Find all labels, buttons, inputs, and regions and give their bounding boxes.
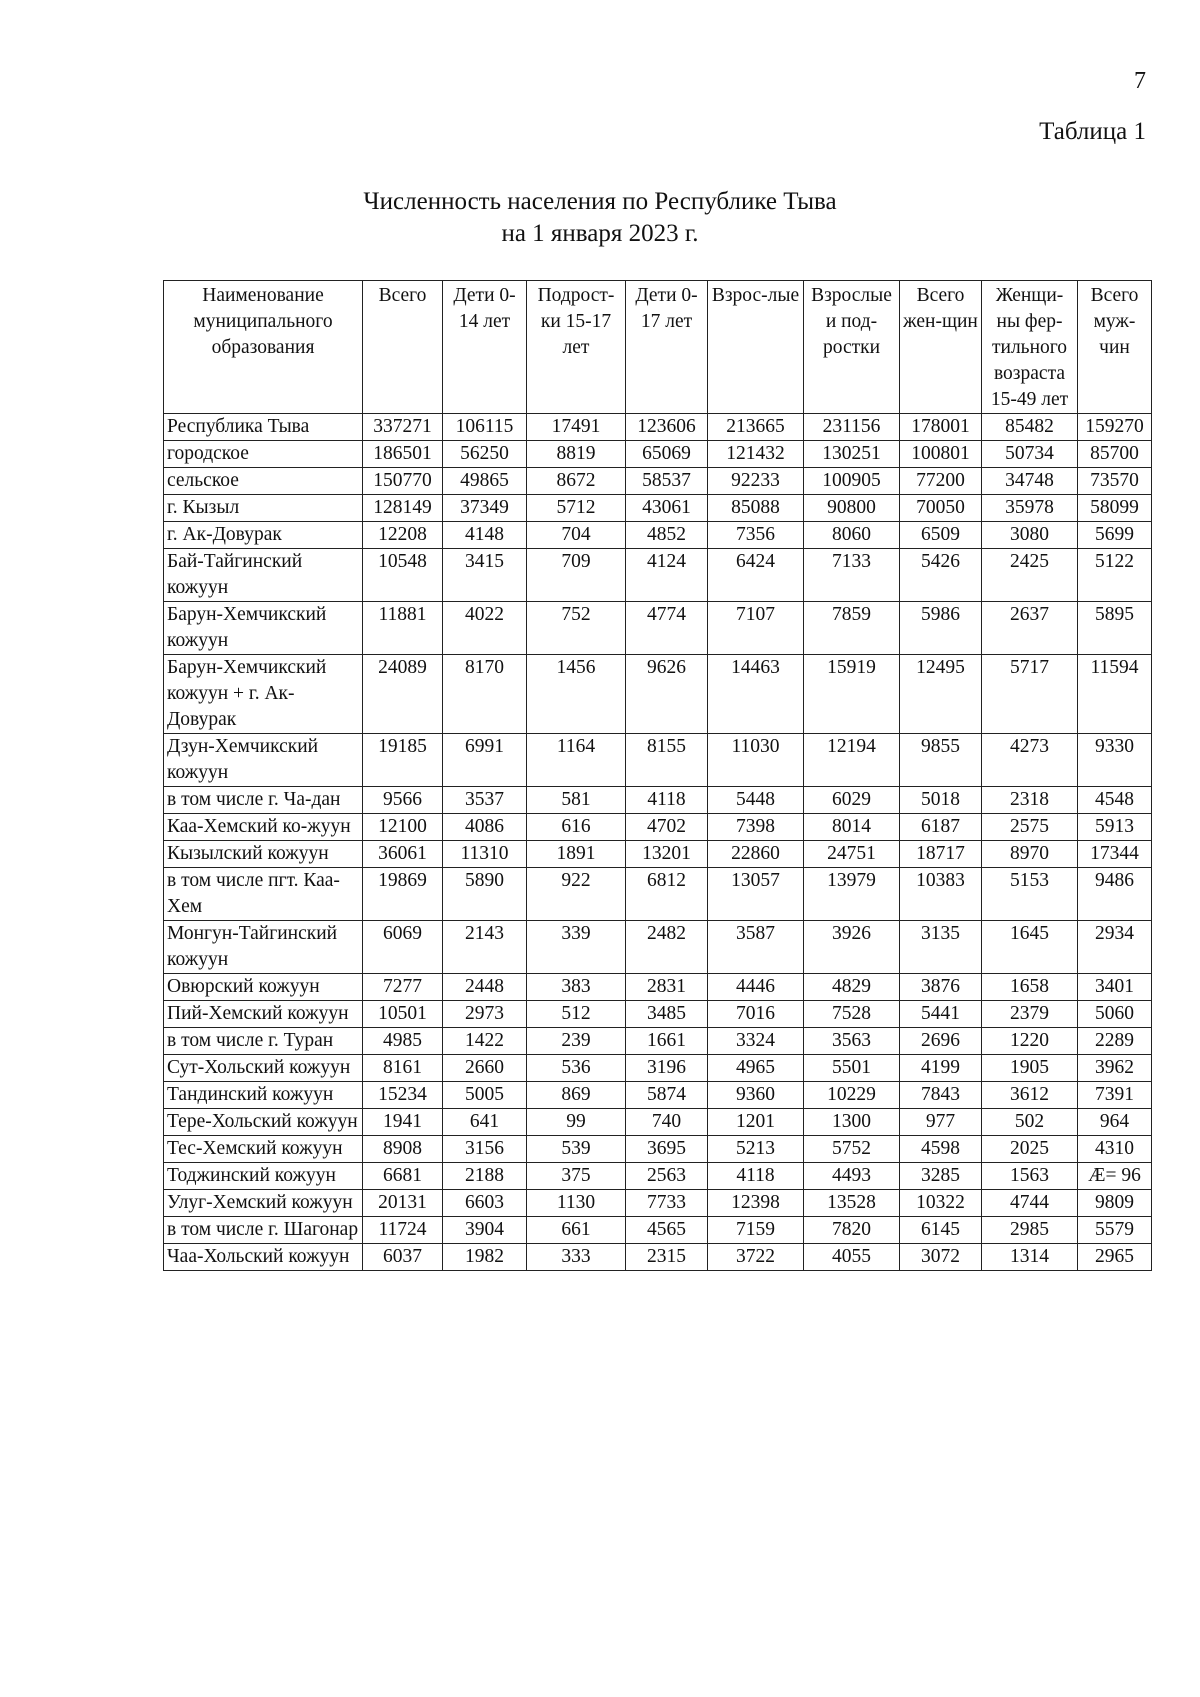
cell-value: 10383 — [900, 868, 982, 921]
cell-value: 2482 — [626, 921, 708, 974]
cell-value: 90800 — [804, 495, 900, 522]
cell-value: 56250 — [443, 441, 527, 468]
cell-value: Æ= 96 — [1078, 1163, 1152, 1190]
cell-value: 977 — [900, 1109, 982, 1136]
population-table — [163, 280, 1152, 1271]
cell-value: 8170 — [443, 655, 527, 734]
cell-value: 7398 — [708, 814, 804, 841]
cell-value: 3722 — [708, 1244, 804, 1271]
cell-municipality-name: Сут-Хольский кожуун — [164, 1055, 363, 1082]
cell-value: 5448 — [708, 787, 804, 814]
cell-value: 3563 — [804, 1028, 900, 1055]
cell-value: 3324 — [708, 1028, 804, 1055]
cell-value: 1905 — [982, 1055, 1078, 1082]
cell-municipality-name: Тандинский кожуун — [164, 1082, 363, 1109]
cell-value: 9855 — [900, 734, 982, 787]
cell-value: 7277 — [363, 974, 443, 1001]
cell-value: 106115 — [443, 414, 527, 441]
cell-value: 9566 — [363, 787, 443, 814]
cell-value: 1220 — [982, 1028, 1078, 1055]
cell-value: 12194 — [804, 734, 900, 787]
cell-value: 37349 — [443, 495, 527, 522]
cell-municipality-name: г. Кызыл — [164, 495, 363, 522]
cell-value: 2831 — [626, 974, 708, 1001]
cell-value: 213665 — [708, 414, 804, 441]
cell-value: 4548 — [1078, 787, 1152, 814]
cell-value: 383 — [527, 974, 626, 1001]
table-row — [164, 1190, 1152, 1217]
cell-value: 5699 — [1078, 522, 1152, 549]
cell-value: 581 — [527, 787, 626, 814]
cell-value: 3904 — [443, 1217, 527, 1244]
cell-value: 2985 — [982, 1217, 1078, 1244]
cell-value: 5712 — [527, 495, 626, 522]
cell-value: 2696 — [900, 1028, 982, 1055]
cell-value: 10229 — [804, 1082, 900, 1109]
table-row — [164, 1082, 1152, 1109]
column-header-adults: Взрос-лые — [708, 281, 804, 414]
cell-value: 24751 — [804, 841, 900, 868]
cell-value: 2934 — [1078, 921, 1152, 974]
cell-value: 9486 — [1078, 868, 1152, 921]
cell-value: 85088 — [708, 495, 804, 522]
cell-value: 4565 — [626, 1217, 708, 1244]
cell-value: 4118 — [626, 787, 708, 814]
cell-value: 641 — [443, 1109, 527, 1136]
cell-municipality-name: городское — [164, 441, 363, 468]
cell-value: 4055 — [804, 1244, 900, 1271]
cell-value: 65069 — [626, 441, 708, 468]
cell-value: 1456 — [527, 655, 626, 734]
cell-value: 9809 — [1078, 1190, 1152, 1217]
cell-value: 12100 — [363, 814, 443, 841]
cell-value: 17491 — [527, 414, 626, 441]
cell-value: 8014 — [804, 814, 900, 841]
cell-value: 2289 — [1078, 1028, 1152, 1055]
cell-value: 12495 — [900, 655, 982, 734]
table-row — [164, 1217, 1152, 1244]
cell-value: 964 — [1078, 1109, 1152, 1136]
cell-value: 3080 — [982, 522, 1078, 549]
cell-value: 1661 — [626, 1028, 708, 1055]
cell-value: 1130 — [527, 1190, 626, 1217]
cell-value: 5018 — [900, 787, 982, 814]
cell-value: 15234 — [363, 1082, 443, 1109]
cell-value: 337271 — [363, 414, 443, 441]
table-row — [164, 974, 1152, 1001]
cell-value: 85482 — [982, 414, 1078, 441]
cell-value: 58537 — [626, 468, 708, 495]
cell-municipality-name: Барун-Хемчикский кожуун — [164, 602, 363, 655]
cell-value: 6069 — [363, 921, 443, 974]
cell-value: 6681 — [363, 1163, 443, 1190]
cell-value: 4273 — [982, 734, 1078, 787]
cell-value: 6029 — [804, 787, 900, 814]
cell-value: 502 — [982, 1109, 1078, 1136]
cell-value: 7133 — [804, 549, 900, 602]
cell-value: 7107 — [708, 602, 804, 655]
table-label: Таблица 1 — [1039, 118, 1146, 145]
cell-value: 4744 — [982, 1190, 1078, 1217]
cell-value: 7859 — [804, 602, 900, 655]
cell-value: 7820 — [804, 1217, 900, 1244]
cell-value: 2637 — [982, 602, 1078, 655]
cell-value: 2025 — [982, 1136, 1078, 1163]
cell-value: 1645 — [982, 921, 1078, 974]
cell-value: 239 — [527, 1028, 626, 1055]
column-header-teens-15-17: Подрост-ки 15-17 лет — [527, 281, 626, 414]
cell-value: 2143 — [443, 921, 527, 974]
cell-value: 8155 — [626, 734, 708, 787]
column-header-total-men: Всего муж-чин — [1078, 281, 1152, 414]
cell-value: 512 — [527, 1001, 626, 1028]
cell-value: 2660 — [443, 1055, 527, 1082]
cell-value: 7733 — [626, 1190, 708, 1217]
cell-value: 13201 — [626, 841, 708, 868]
cell-municipality-name: в том числе г. Туран — [164, 1028, 363, 1055]
cell-municipality-name: Тере-Хольский кожуун — [164, 1109, 363, 1136]
cell-value: 3876 — [900, 974, 982, 1001]
column-header-name: Наименование муниципального образования — [164, 281, 363, 414]
column-header-children-0-14: Дети 0-14 лет — [443, 281, 527, 414]
cell-value: 10322 — [900, 1190, 982, 1217]
cell-value: 1300 — [804, 1109, 900, 1136]
cell-value: 150770 — [363, 468, 443, 495]
cell-municipality-name: Республика Тыва — [164, 414, 363, 441]
table-row — [164, 734, 1152, 787]
table-row — [164, 1244, 1152, 1271]
cell-value: 375 — [527, 1163, 626, 1190]
table-row — [164, 868, 1152, 921]
cell-value: 536 — [527, 1055, 626, 1082]
cell-value: 130251 — [804, 441, 900, 468]
cell-value: 704 — [527, 522, 626, 549]
cell-value: 1941 — [363, 1109, 443, 1136]
cell-value: 2318 — [982, 787, 1078, 814]
cell-municipality-name: Тес-Хемский кожуун — [164, 1136, 363, 1163]
cell-value: 1658 — [982, 974, 1078, 1001]
cell-value: 11030 — [708, 734, 804, 787]
cell-value: 1314 — [982, 1244, 1078, 1271]
cell-value: 5213 — [708, 1136, 804, 1163]
cell-value: 5501 — [804, 1055, 900, 1082]
cell-value: 7528 — [804, 1001, 900, 1028]
cell-value: 3587 — [708, 921, 804, 974]
cell-value: 8060 — [804, 522, 900, 549]
table-row — [164, 602, 1152, 655]
table-row — [164, 495, 1152, 522]
cell-value: 2315 — [626, 1244, 708, 1271]
cell-value: 339 — [527, 921, 626, 974]
cell-value: 85700 — [1078, 441, 1152, 468]
table-row — [164, 921, 1152, 974]
cell-value: 5441 — [900, 1001, 982, 1028]
cell-value: 3135 — [900, 921, 982, 974]
cell-value: 6991 — [443, 734, 527, 787]
cell-value: 2973 — [443, 1001, 527, 1028]
cell-value: 43061 — [626, 495, 708, 522]
cell-value: 11594 — [1078, 655, 1152, 734]
table-row — [164, 655, 1152, 734]
cell-value: 9626 — [626, 655, 708, 734]
table-row — [164, 1163, 1152, 1190]
table-row — [164, 814, 1152, 841]
table-header-row — [164, 281, 1152, 414]
table-row — [164, 414, 1152, 441]
cell-value: 5874 — [626, 1082, 708, 1109]
cell-municipality-name: Барун-Хемчикский кожуун + г. Ак-Довурак — [164, 655, 363, 734]
cell-value: 752 — [527, 602, 626, 655]
table-row — [164, 841, 1152, 868]
cell-value: 3695 — [626, 1136, 708, 1163]
cell-value: 73570 — [1078, 468, 1152, 495]
cell-value: 5986 — [900, 602, 982, 655]
cell-value: 123606 — [626, 414, 708, 441]
cell-municipality-name: Тоджинский кожуун — [164, 1163, 363, 1190]
cell-value: 231156 — [804, 414, 900, 441]
cell-value: 4965 — [708, 1055, 804, 1082]
cell-municipality-name: Овюрский кожуун — [164, 974, 363, 1001]
cell-value: 35978 — [982, 495, 1078, 522]
table-row — [164, 1028, 1152, 1055]
cell-municipality-name: сельское — [164, 468, 363, 495]
cell-value: 3485 — [626, 1001, 708, 1028]
cell-value: 6509 — [900, 522, 982, 549]
cell-value: 3612 — [982, 1082, 1078, 1109]
cell-value: 11724 — [363, 1217, 443, 1244]
cell-value: 5890 — [443, 868, 527, 921]
cell-value: 5005 — [443, 1082, 527, 1109]
cell-value: 9360 — [708, 1082, 804, 1109]
cell-value: 99 — [527, 1109, 626, 1136]
cell-value: 4199 — [900, 1055, 982, 1082]
cell-value: 661 — [527, 1217, 626, 1244]
cell-value: 3962 — [1078, 1055, 1152, 1082]
column-header-fertile-women: Женщи-ны фер-тильного возраста 15-49 лет — [982, 281, 1078, 414]
cell-value: 2448 — [443, 974, 527, 1001]
cell-value: 20131 — [363, 1190, 443, 1217]
cell-value: 4310 — [1078, 1136, 1152, 1163]
cell-value: 6037 — [363, 1244, 443, 1271]
cell-value: 14463 — [708, 655, 804, 734]
cell-value: 19185 — [363, 734, 443, 787]
cell-municipality-name: Бай-Тайгинский кожуун — [164, 549, 363, 602]
cell-value: 49865 — [443, 468, 527, 495]
cell-value: 22860 — [708, 841, 804, 868]
cell-value: 2563 — [626, 1163, 708, 1190]
cell-value: 4086 — [443, 814, 527, 841]
cell-municipality-name: в том числе г. Шагонар — [164, 1217, 363, 1244]
cell-value: 6812 — [626, 868, 708, 921]
cell-value: 15919 — [804, 655, 900, 734]
cell-value: 4148 — [443, 522, 527, 549]
cell-value: 4598 — [900, 1136, 982, 1163]
cell-value: 3156 — [443, 1136, 527, 1163]
table-body — [164, 414, 1152, 1271]
cell-value: 178001 — [900, 414, 982, 441]
cell-value: 5122 — [1078, 549, 1152, 602]
cell-value: 10548 — [363, 549, 443, 602]
cell-value: 3537 — [443, 787, 527, 814]
cell-value: 3415 — [443, 549, 527, 602]
cell-value: 3401 — [1078, 974, 1152, 1001]
cell-municipality-name: Каа-Хемский ко-жуун — [164, 814, 363, 841]
cell-value: 2379 — [982, 1001, 1078, 1028]
table-row — [164, 1055, 1152, 1082]
cell-value: 8970 — [982, 841, 1078, 868]
cell-value: 10501 — [363, 1001, 443, 1028]
cell-value: 1422 — [443, 1028, 527, 1055]
cell-value: 616 — [527, 814, 626, 841]
cell-value: 922 — [527, 868, 626, 921]
cell-value: 5717 — [982, 655, 1078, 734]
cell-value: 3072 — [900, 1244, 982, 1271]
cell-municipality-name: в том числе г. Ча-дан — [164, 787, 363, 814]
cell-value: 740 — [626, 1109, 708, 1136]
table-row — [164, 787, 1152, 814]
cell-value: 2188 — [443, 1163, 527, 1190]
cell-value: 6187 — [900, 814, 982, 841]
cell-value: 13528 — [804, 1190, 900, 1217]
cell-value: 9330 — [1078, 734, 1152, 787]
cell-value: 6603 — [443, 1190, 527, 1217]
cell-value: 8161 — [363, 1055, 443, 1082]
cell-value: 13979 — [804, 868, 900, 921]
cell-value: 159270 — [1078, 414, 1152, 441]
cell-value: 6145 — [900, 1217, 982, 1244]
table-row — [164, 522, 1152, 549]
cell-value: 4022 — [443, 602, 527, 655]
cell-value: 77200 — [900, 468, 982, 495]
cell-value: 4852 — [626, 522, 708, 549]
cell-value: 7356 — [708, 522, 804, 549]
table-row — [164, 441, 1152, 468]
cell-value: 13057 — [708, 868, 804, 921]
cell-municipality-name: г. Ак-Довурак — [164, 522, 363, 549]
table-row — [164, 1136, 1152, 1163]
cell-municipality-name: Улуг-Хемский кожуун — [164, 1190, 363, 1217]
cell-value: 1891 — [527, 841, 626, 868]
cell-value: 5426 — [900, 549, 982, 602]
cell-value: 50734 — [982, 441, 1078, 468]
cell-value: 58099 — [1078, 495, 1152, 522]
cell-value: 1563 — [982, 1163, 1078, 1190]
cell-value: 17344 — [1078, 841, 1152, 868]
cell-value: 1982 — [443, 1244, 527, 1271]
cell-value: 5895 — [1078, 602, 1152, 655]
cell-value: 4124 — [626, 549, 708, 602]
column-header-children-0-17: Дети 0-17 лет — [626, 281, 708, 414]
cell-municipality-name: Кызылский кожуун — [164, 841, 363, 868]
cell-value: 2965 — [1078, 1244, 1152, 1271]
cell-value: 5752 — [804, 1136, 900, 1163]
table-row — [164, 1109, 1152, 1136]
cell-value: 4118 — [708, 1163, 804, 1190]
page-number: 7 — [1134, 68, 1146, 94]
cell-value: 24089 — [363, 655, 443, 734]
cell-value: 100905 — [804, 468, 900, 495]
column-header-total: Всего — [363, 281, 443, 414]
cell-value: 4702 — [626, 814, 708, 841]
cell-municipality-name: Чаа-Хольский кожуун — [164, 1244, 363, 1271]
cell-value: 92233 — [708, 468, 804, 495]
cell-value: 2575 — [982, 814, 1078, 841]
cell-value: 869 — [527, 1082, 626, 1109]
cell-value: 709 — [527, 549, 626, 602]
cell-value: 333 — [527, 1244, 626, 1271]
table-row — [164, 1001, 1152, 1028]
cell-value: 4774 — [626, 602, 708, 655]
cell-value: 7016 — [708, 1001, 804, 1028]
cell-value: 19869 — [363, 868, 443, 921]
cell-municipality-name: Дзун-Хемчикский кожуун — [164, 734, 363, 787]
page-title — [0, 186, 1200, 250]
cell-value: 128149 — [363, 495, 443, 522]
cell-value: 12398 — [708, 1190, 804, 1217]
cell-value: 1201 — [708, 1109, 804, 1136]
cell-value: 6424 — [708, 549, 804, 602]
cell-value: 5913 — [1078, 814, 1152, 841]
cell-value: 34748 — [982, 468, 1078, 495]
cell-value: 121432 — [708, 441, 804, 468]
cell-value: 11310 — [443, 841, 527, 868]
cell-value: 4446 — [708, 974, 804, 1001]
cell-value: 7159 — [708, 1217, 804, 1244]
cell-value: 5579 — [1078, 1217, 1152, 1244]
cell-value: 3285 — [900, 1163, 982, 1190]
cell-value: 4493 — [804, 1163, 900, 1190]
cell-value: 539 — [527, 1136, 626, 1163]
cell-value: 70050 — [900, 495, 982, 522]
cell-value: 8819 — [527, 441, 626, 468]
cell-value: 12208 — [363, 522, 443, 549]
cell-value: 7843 — [900, 1082, 982, 1109]
cell-municipality-name: Пий-Хемский кожуун — [164, 1001, 363, 1028]
cell-value: 7391 — [1078, 1082, 1152, 1109]
cell-value: 4829 — [804, 974, 900, 1001]
cell-value: 11881 — [363, 602, 443, 655]
cell-value: 1164 — [527, 734, 626, 787]
cell-value: 4985 — [363, 1028, 443, 1055]
cell-value: 18717 — [900, 841, 982, 868]
table-row — [164, 468, 1152, 495]
cell-value: 3926 — [804, 921, 900, 974]
title-line-1: Численность населения по Республике Тыва — [363, 188, 837, 215]
column-header-adults-and-teens: Взрослые и под-ростки — [804, 281, 900, 414]
cell-value: 5060 — [1078, 1001, 1152, 1028]
cell-municipality-name: в том числе пгт. Каа-Хем — [164, 868, 363, 921]
cell-value: 2425 — [982, 549, 1078, 602]
cell-value: 3196 — [626, 1055, 708, 1082]
cell-value: 186501 — [363, 441, 443, 468]
cell-municipality-name: Монгун-Тайгинский кожуун — [164, 921, 363, 974]
cell-value: 8672 — [527, 468, 626, 495]
cell-value: 100801 — [900, 441, 982, 468]
column-header-total-women: Всего жен-щин — [900, 281, 982, 414]
cell-value: 5153 — [982, 868, 1078, 921]
cell-value: 8908 — [363, 1136, 443, 1163]
cell-value: 36061 — [363, 841, 443, 868]
title-line-2: на 1 января 2023 г. — [501, 220, 699, 247]
table-row — [164, 549, 1152, 602]
